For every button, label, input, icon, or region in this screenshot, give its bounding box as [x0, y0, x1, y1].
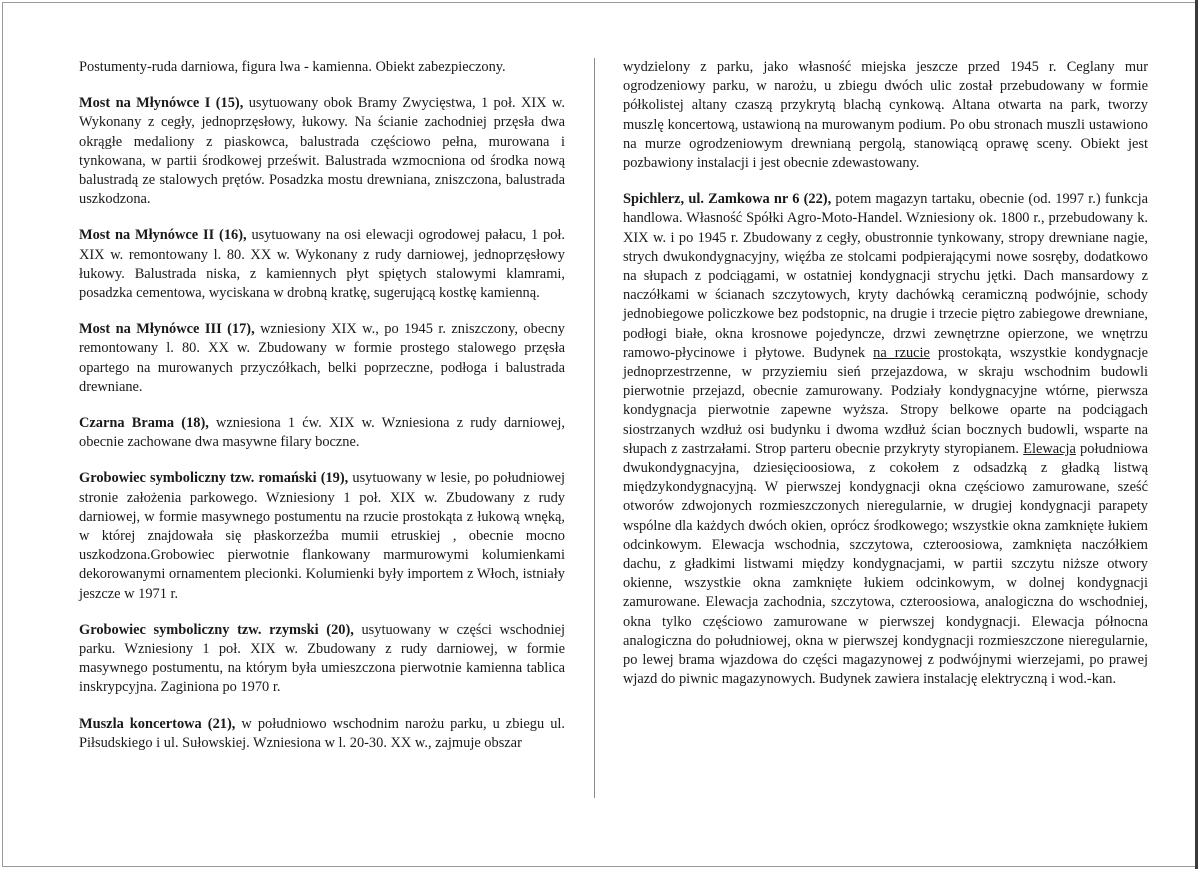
entry-text: usytuowany obok Bramy Zwycięstwa, 1 poł. XIX w. Wykonany z cegły, jednoprzęsłowy, łukowy. Na ścianie zachodniej przęsła dwa okrągłe medaliony z piaskowca, balustrada częściowo pełna, murowana i tynkowana, w partii środkowej prześwit. Balustrada wzmocniona od środka nową balustradą ze stalowych prętów. Posadzka mostu drewniana, zniszczona, balustrada uszkodzona. — [79, 95, 565, 208]
entry-title: Czarna Brama (18), — [79, 415, 209, 432]
paragraph-czarna-brama — [79, 414, 565, 452]
paragraph-spichlerz — [623, 190, 1148, 689]
paragraph-most-3 — [79, 320, 565, 397]
paragraph-muszla — [79, 715, 565, 753]
column-divider — [594, 58, 595, 798]
underlined-text: na rzucie — [873, 344, 930, 361]
entry-title: Most na Młynówce III (17), — [79, 321, 255, 338]
entry-text: prostokąta, wszystkie kondygnacje jednoprzestrzenne, w przyziemiu sień przejazdowa, w skraju wschodnim budowli pierwotnie przejazd, obecnie zamurowany. Podziały kondygnacyjne wtórne, pierwsza kondygnacja pierwotnie zapewne wyższa. Stropy belkowe oparte na podciągach siostrzanych wzdłuż osi budynku i dwoma wzdłuż ścian bocznych budowli, wsparte na słupach z zastrzałami. Strop parteru obecnie przykryty styropianem. — [623, 344, 1148, 457]
underlined-text: Elewacja — [1023, 440, 1076, 457]
paragraph-most-1 — [79, 94, 565, 209]
entry-text: w południowo wschodnim narożu parku, u zbiegu ul. Piłsudskiego i ul. Sułowskiej. Wzniesiona w l. 20-30. XX w., zajmuje obszar — [79, 715, 565, 751]
paragraph-grobowiec-rzymski — [79, 621, 565, 698]
entry-text: usytuowany w części wschodniej parku. Wzniesiony 1 poł. XIX w. Zbudowany z rudy darniowej, w formie masywnego postumentu, na którym była umieszczona pierwotnie kamienna tablica inskrypcyjna. Zaginiona po 1970 r. — [79, 621, 566, 696]
entry-title: Spichlerz, ul. Zamkowa nr 6 (22), — [623, 191, 832, 208]
entry-title: Most na Młynówce I (15), — [79, 95, 244, 112]
entry-title: Muszla koncertowa (21), — [79, 715, 236, 732]
paragraph-postumenty: Postumenty-ruda darniowa, figura lwa - kamienna. Obiekt zabezpieczony. — [79, 59, 506, 75]
entry-text: wzniesiony XIX w., po 1945 r. zniszczony, obecny remontowany l. 80. XX w. Zbudowany w formie prostego stalowego przęsła opartego na murowanych przyczółkach, belki poprzeczne, podłoga i balustrada drewniane. — [79, 321, 565, 395]
left-column — [79, 58, 565, 770]
entry-text: wzniesiona 1 ćw. XIX w. Wzniesiona z rudy darniowej, obecnie zachowane dwa masywne filary boczne. — [79, 415, 565, 451]
entry-text: usytuowany na osi elewacji ogrodowej pałacu, 1 poł. XIX w. remontowany l. 80. XX w. Wykonany z rudy darniowej, jednoprzęsłowy łukowy. Balustrada niska, z kamiennych płyt spiętych stalowymi klamrami, posadzka cementowa, wyciskana w drobną kratkę, sugerującą kostkę kamienną. — [79, 227, 565, 302]
entry-title: Grobowiec symboliczny tzw. romański (19), — [79, 470, 349, 487]
entry-text: usytuowany w lesie, po południowej stronie założenia parkowego. Wzniesiony 1 poł. XIX w. Zbudowany z rudy darniowej, w formie masywnego postumentu na rzucie prostokąta z łukową wnęką, w której znajdowała się płaskorzeźba mumii etruskiej , obecnie mocno uszkodzona.Grobowiec pierwotnie flankowany marmurowymi kolumienkami dekorowanymi ornamentem plecionki. Kolumienki były importem z Włoch, istniały jeszcze w 1971 r. — [79, 470, 566, 602]
paragraph-most-2 — [79, 226, 565, 303]
paragraph-grobowiec-romanski — [79, 469, 565, 603]
entry-title: Grobowiec symboliczny tzw. rzymski (20), — [79, 621, 354, 638]
right-column — [623, 58, 1148, 707]
entry-title: Most na Młynówce II (16), — [79, 227, 247, 244]
entry-text: potem magazyn tartaku, obecnie (od. 1997 r.) funkcja handlowa. Własność Spółki Agro-Moto-Handel. Wzniesiony ok. 1800 r., przebudowany k. XIX w. i po 1945 r. Zbudowany z cegły, obustronnie tynkowany, stropy drewniane nagie, strych dwukondygnacyjny, więźba ze stolcami podpierającymi nowe sosręby, dodatkowo na słupach z podciągami, w ostatniej kondygnacji strychu jętki. Dach mansardowy z naczółkami w ścianach szczytowych, kryty dachówką ceramiczną podwójnie, schody jednobiegowe policzkowe bez podstopnic, na drugie i trzecie piętro zabiegowe drewniane, podłogi białe, okna krosnowe pojedyncze, drzwi zewnętrzne opierzone, we wnętrzu ramowo-płycinowe i płytowe. Budynek — [623, 191, 1148, 361]
paragraph-muszla-continued: wydzielony z parku, jako własność miejska jeszcze przed 1945 r. Ceglany mur ogrodzeniowy parku, w narożu, u zbiegu dwóch ulic został przebudowany w formie półkolistej altany czaszą przykrytą blachą cynkową. Altana otwarta na park, tworzy muszlę koncertową, ustawioną na murowanym podium. Po obu stronach muszli ustawiono na murze ogrodzeniowym drewnianą pergolą, stanowiącą oprawę sceny. Obiekt jest pozbawiony instalacji i jest obecnie zdewastowany. — [623, 59, 1148, 172]
entry-text: południowa dwukondygnacyjna, dziesięcioosiowa, z cokołem z odsadzką z gładką listwą międzykondygnacyjną. W pierwszej kondygnacji okna częściowo zamurowane, sześć otworów zdwojonych rozmieszczonych nieregularnie, w drugiej kondygnacji parapety wspólne dla każdych dwóch okien, oprócz środkowego; wszystkie okna zamknięte łukiem odcinkowym. Elewacja wschodnia, szczytowa, czteroosiowa, zamknięta naczółkiem dachu, z gładkimi listwami między kondygnacjami, w partii szczytu niższe otwory okienne, wszystkie okna zamknięte łukiem odcinkowym, w dolnej kondygnacji zamurowane. Elewacja zachodnia, szczytowa, czteroosiowa, analogiczna do wschodniej, okna tylko częściowo zamurowane w pierwszej kondygnacji. Elewacja północna analogiczna do południowej, okna w pierwszej kondygnacji rozmieszczone nieregularnie, po lewej brama wjazdowa do części magazynowej z podwójnymi wierzejami, po prawej wjazd do piwnic magazynowych. Budynek zawiera instalację elektryczną i wod.-kan. — [623, 440, 1149, 688]
